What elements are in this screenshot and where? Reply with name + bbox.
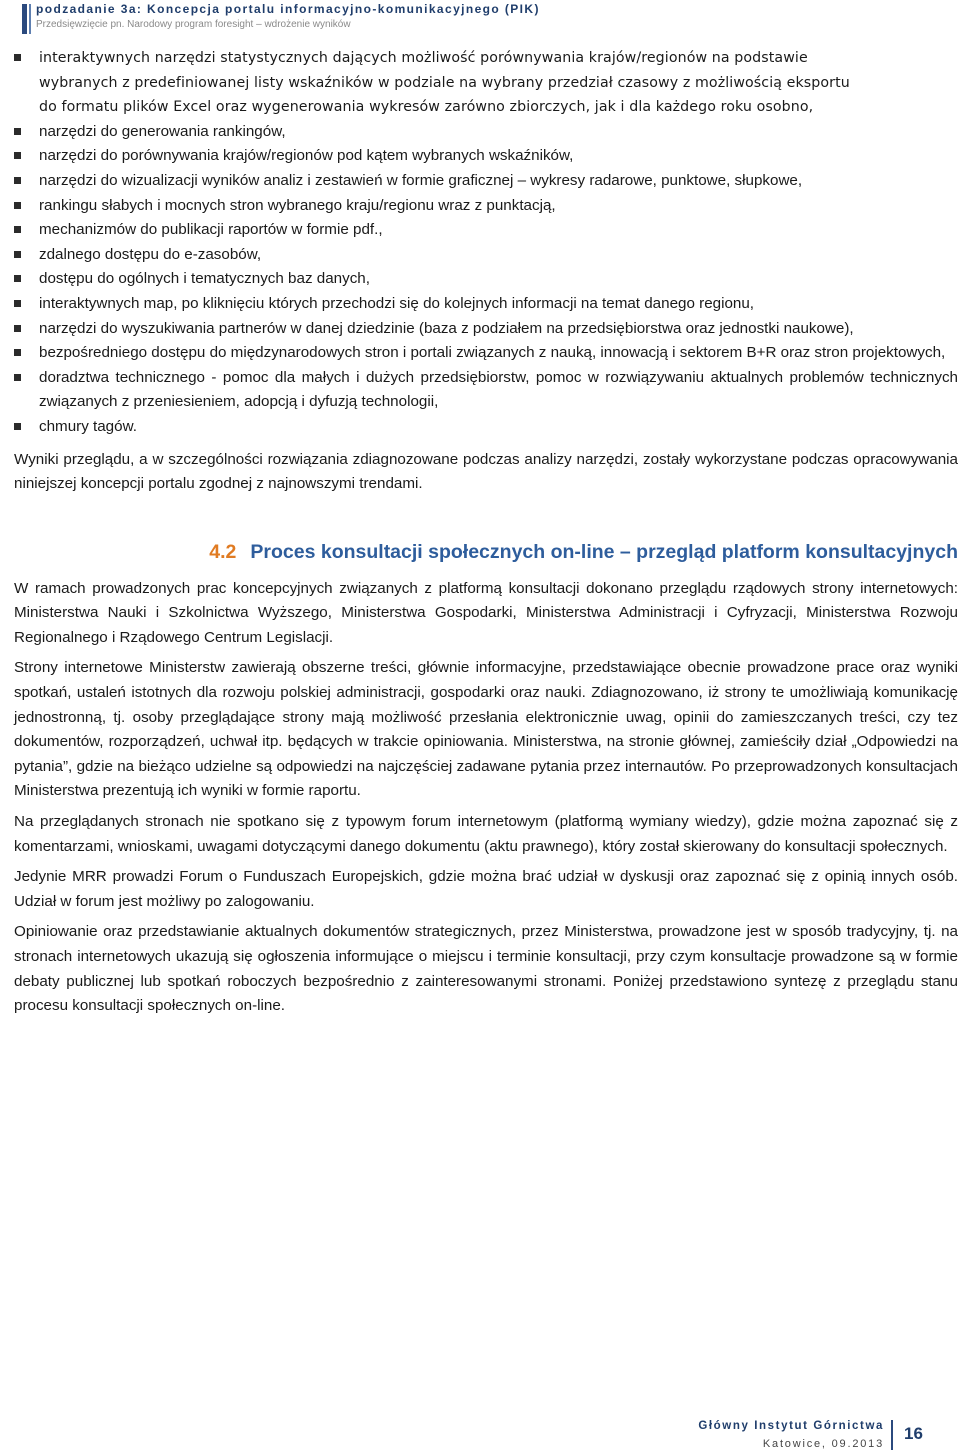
list-item-text: narzędzi do wizualizacji wyników analiz i zestawień w formie graficznej – wykresy radarowe, punktowe, słupkowe, [39, 171, 803, 189]
list-item-text: interaktywnych map, po kliknięciu których przechodzi się do kolejnych informacji na temat danego regionu, [39, 294, 755, 312]
section-number: 4.2 [209, 540, 237, 563]
list-item [14, 46, 958, 120]
header-subtitle: Przedsięwzięcie pn. Narodowy program foresight – wdrożenie wyników [36, 19, 351, 30]
list-item-text: dostępu do ogólnych i tematycznych baz danych, [39, 270, 370, 288]
list-item [14, 169, 958, 194]
bullet-square-icon [14, 349, 21, 356]
body-paragraph: Jedynie MRR prowadzi Forum o Funduszach Europejskich, gdzie można brać udział w dyskusji oraz zapoznać się z opinią innych osób. Udział w forum jest możliwy po zalogowaniu. [14, 868, 958, 910]
bullet-square-icon [14, 325, 21, 332]
bullet-square-icon [14, 275, 21, 282]
footer-divider [891, 1420, 893, 1450]
list-item-text: rankingu słabych i mocnych stron wybranego kraju/regionu wraz z punktacją, [39, 196, 556, 214]
list-item [14, 267, 958, 292]
list-item-text: chmury tagów. [39, 417, 137, 435]
list-item-text: do formatu plików Excel oraz wygenerowania wykresów zarówno zbiorczych, jak i dla każdego roku osobno, [39, 99, 814, 116]
list-item [14, 194, 958, 219]
list-item [14, 218, 958, 243]
bullet-square-icon [14, 374, 21, 381]
bullet-square-icon [14, 152, 21, 159]
footer-institution: Główny Instytut Górnictwa [698, 1420, 884, 1432]
footer-date: Katowice, 09.2013 [762, 1438, 884, 1450]
body-paragraph: Strony internetowe Ministerstw zawierają obszerne treści, głównie informacyjne, przedstawiające obecnie prowadzone prace oraz wyniki spotkań, ustaleń istotnych dla rozwoju polskiej administracji, gospodarki oraz nauki. Zdiagnozowano, iż strony te umożliwiają komunikację jednostronną, tj. osoby przeglądające strony mają możliwość przesłania elektronicznie uwag, opinii do zamieszczanych treści, czy tez dokumentów, rozporządzeń, uchwał itp. będących w trakcie opiniowania. Ministerstwa, na stronie głównej, zamieściły dział „Odpowiedzi na pytania”, gdzie na bieżąco udzielne są odpowiedzi na najczęściej zadawane pytania przez internautów. Po przeprowadzonych konsultacjach Ministerstwa prezentują ich wyniki w formie raportu. [14, 659, 958, 800]
list-item [14, 292, 958, 317]
list-item [14, 366, 958, 415]
list-item [14, 144, 958, 169]
body-paragraph: Opiniowanie oraz przedstawianie aktualnych dokumentów strategicznych, przez Ministerstwa, prowadzone jest w sposób tradycyjny, tj. na stronach internetowych ukazują się ogłoszenia informujące o miejscu i terminie konsultacji, przy czym konsultacje prowadzone są w formie debaty publicznej lub spotkań roboczych bezpośrednio z zainteresowanymi stronami. Poniżej przedstawiono syntezę z przeglądu stanu procesu konsultacji społecznych on-line. [14, 923, 958, 1015]
bullet-square-icon [14, 128, 21, 135]
bullet-square-icon [14, 202, 21, 209]
page-number: 16 [904, 1424, 923, 1443]
list-item [14, 120, 958, 145]
body-paragraph: Na przeglądanych stronach nie spotkano się z typowym forum internetowym (platformą wymiany wiedzy), gdzie można zapoznać się z komentarzami, wnioskami, uwagami dotyczącymi danego dokumentu (aktu prawnego), który został skierowany do konsultacji społecznych. [14, 813, 958, 855]
bullet-square-icon [14, 226, 21, 233]
list-item-text: narzędzi do wyszukiwania partnerów w danej dziedzinie (baza z podziałem na przedsiębiorstwa oraz jednostki naukowe), [39, 319, 854, 337]
list-item-text: mechanizmów do publikacji raportów w formie pdf., [39, 221, 383, 239]
bullet-square-icon [14, 251, 21, 258]
list-item-text: interaktywnych narzędzi statystycznych dających możliwość porównywania krajów/regionów na podstawie [39, 50, 808, 66]
body-paragraph: W ramach prowadzonych prac koncepcyjnych związanych z platformą konsultacji dokonano przeglądu rządowych strony internetowych: Ministerstwa Nauki i Szkolnictwa Wyższego, Ministerstwa Gospodarki, Ministerstwa Administracji i Cyfryzacji, Ministerstwa Rozwoju Regionalnego i Rządowego Centrum Legislacji. [14, 579, 958, 646]
section-heading [14, 539, 958, 565]
list-item-text: zdalnego dostępu do e-zasobów, [39, 245, 262, 263]
header-accent-bar-thin [29, 4, 31, 34]
list-item-text: wybranych z predefiniowanej listy wskaźników w podziale na wybrany przedział czasowy z możliwością eksportu [39, 74, 850, 91]
section-title: Proces konsultacji społecznych on-line – przegląd platform konsultacyjnych [250, 540, 958, 563]
list-item [14, 243, 958, 268]
header-accent-bar [22, 4, 27, 34]
list-item [14, 317, 958, 342]
header-title: podzadanie 3a: Koncepcja portalu informacyjno-komunikacyjnego (PIK) [36, 2, 540, 16]
list-item [14, 415, 958, 440]
bullet-square-icon [14, 423, 21, 430]
list-item-text: doradztwa technicznego - pomoc dla małych i dużych przedsiębiorstw, pomoc w rozwiązywaniu aktualnych problemów technicznych związanych z przeniesieniem, adopcją i dyfuzją technologii, [39, 368, 958, 411]
list-item [14, 341, 958, 366]
list-item-text: narzędzi do generowania rankingów, [39, 122, 286, 140]
tools-list [14, 46, 958, 440]
list-item-text: bezpośredniego dostępu do międzynarodowych stron i portali związanych z nauką, innowacją i sektorem B+R oraz stron projektowych, [39, 344, 946, 362]
list-item-text: narzędzi do porównywania krajów/regionów pod kątem wybranych wskaźników, [39, 147, 574, 165]
page-header [0, 0, 960, 36]
bullet-square-icon [14, 300, 21, 307]
page-content [14, 46, 958, 1025]
summary-paragraph: Wyniki przeglądu, a w szczególności rozwiązania zdiagnozowane podczas analizy narzędzi, zostały wykorzystane podczas opracowywania niniejszej koncepcji portalu zgodnej z najnowszymi trendami. [14, 450, 958, 493]
bullet-square-icon [14, 177, 21, 184]
bullet-square-icon [14, 54, 21, 61]
page-footer [0, 1410, 960, 1456]
